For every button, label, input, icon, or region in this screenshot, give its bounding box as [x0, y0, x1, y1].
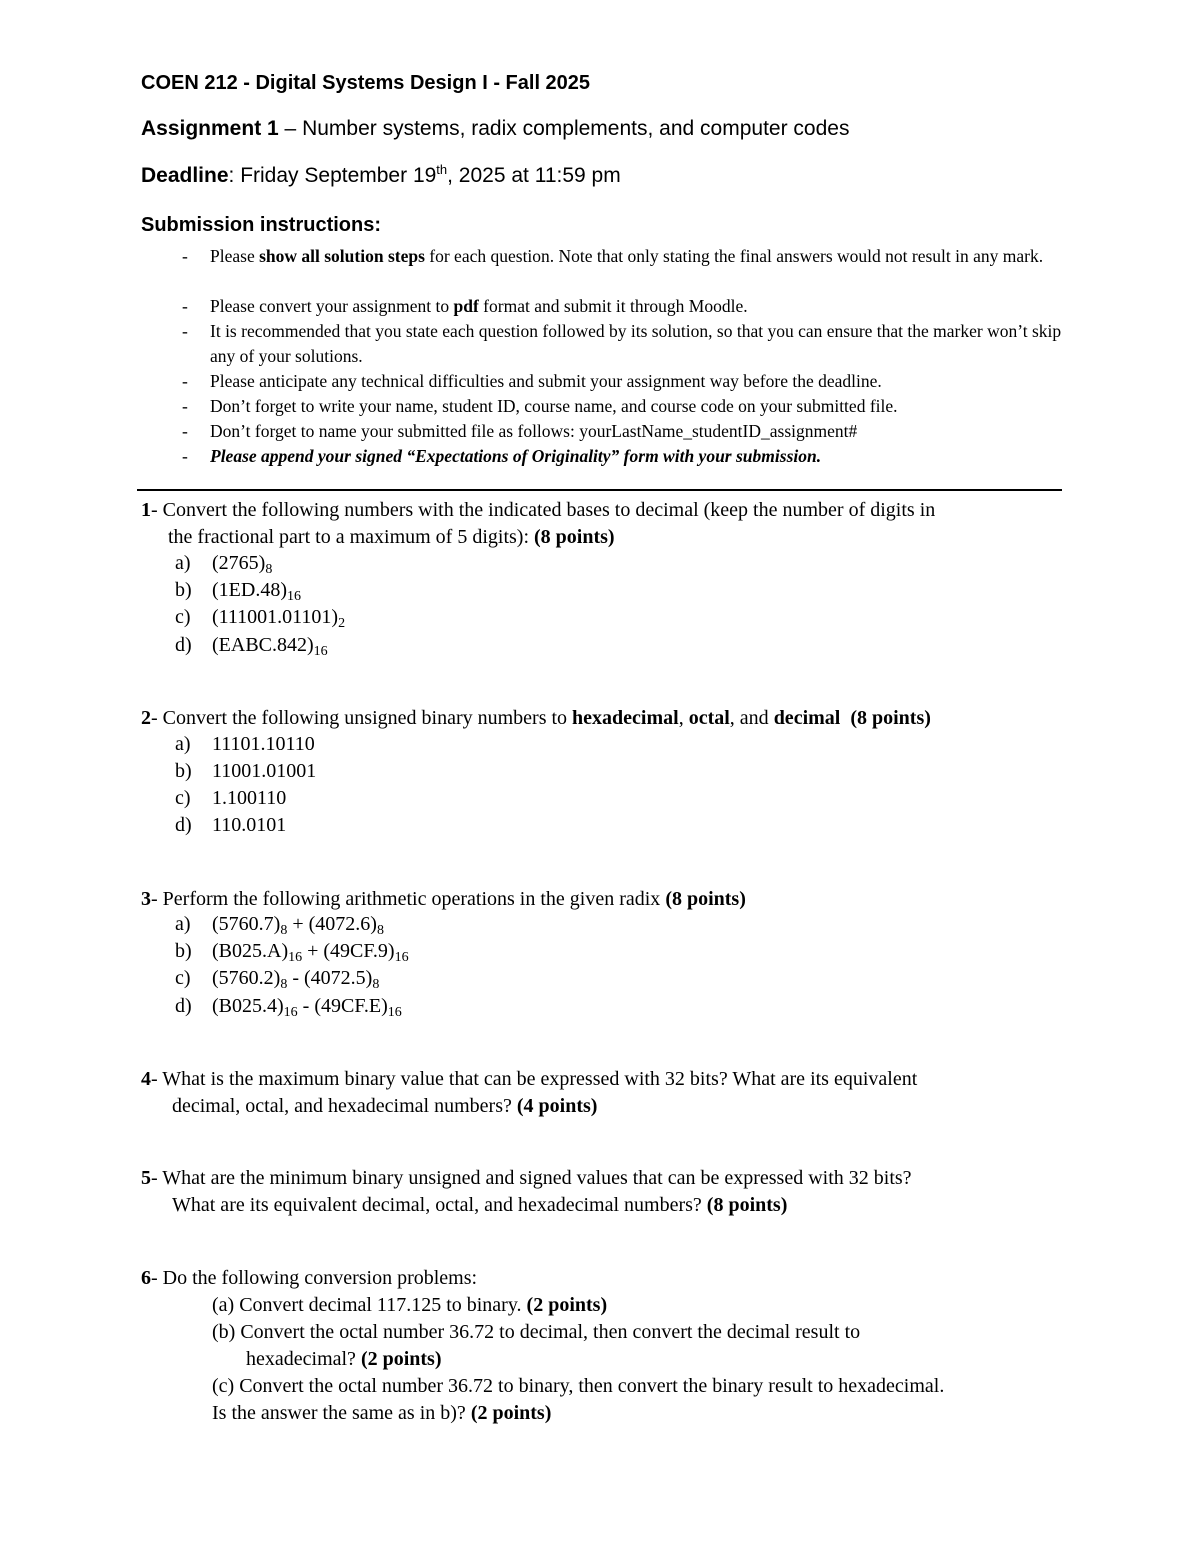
option-letter: a)	[175, 913, 191, 935]
question-6b-line2	[246, 1346, 442, 1373]
base-subscript: 2	[338, 616, 346, 631]
assignment-label: Assignment 1	[141, 117, 279, 140]
number: (5760.2)	[212, 967, 281, 989]
option-value	[212, 579, 301, 602]
question-6a	[212, 1292, 607, 1319]
bullet-dash: -	[182, 396, 188, 416]
option-value	[212, 634, 328, 657]
number: (5760.7)	[212, 913, 281, 935]
question-text: (c) Convert the octal number 36.72 to binary, then convert the binary result to hexadecimal.	[212, 1375, 945, 1397]
question-4	[141, 1066, 917, 1093]
question-6c	[212, 1373, 944, 1400]
option-letter: d)	[175, 814, 192, 836]
number: (4072.5)	[304, 967, 373, 989]
number: (B025.4)	[212, 995, 284, 1017]
option-value	[212, 913, 384, 936]
question-text: - Perform the following arithmetic operations in the given radix	[151, 888, 666, 910]
operator: -	[287, 967, 304, 989]
option-letter: b)	[175, 940, 192, 962]
bullet-dash: -	[182, 321, 188, 341]
number: (EABC.842)	[212, 634, 314, 656]
question-text: Is the answer the same as in b)?	[212, 1402, 471, 1424]
question-text: - Do the following conversion problems:	[151, 1267, 478, 1289]
question-text: hexadecimal?	[246, 1348, 361, 1370]
option-value: 11001.01001	[212, 760, 317, 782]
instruction-text: Don’t forget to name your submitted file as follows: yourLastName_studentID_assignment#	[210, 421, 858, 441]
option-letter: b)	[175, 579, 192, 601]
option-letter: b)	[175, 760, 192, 782]
question-number: 1	[141, 499, 151, 521]
question-points: (8 points)	[706, 1194, 788, 1216]
option-letter: c)	[175, 787, 191, 809]
bullet-dash: -	[182, 421, 188, 441]
option-value: 1.100110	[212, 787, 287, 809]
question-4-line2	[172, 1093, 597, 1120]
assignment-line	[141, 117, 849, 141]
question-number: 3	[141, 888, 151, 910]
question-6c-line2	[212, 1400, 551, 1427]
question-points: (2 points)	[360, 1348, 442, 1370]
deadline-text: : Friday September 19	[228, 164, 437, 187]
instruction-text: Please anticipate any technical difficulties and submit your assignment way before the deadline.	[210, 371, 882, 391]
number: (2765)	[212, 552, 266, 574]
question-text: - Convert the following unsigned binary numbers to	[151, 707, 573, 729]
assignment-topic: Number systems, radix complements, and computer codes	[302, 117, 850, 140]
question-1	[141, 497, 935, 524]
bullet-dash: -	[182, 371, 188, 391]
option-value	[212, 995, 402, 1018]
operator: +	[287, 913, 309, 935]
question-points: (2 points)	[526, 1294, 608, 1316]
option-value	[212, 552, 272, 575]
document-title: COEN 212 - Digital Systems Design I - Fall 2025	[141, 72, 591, 94]
base-subscript: 16	[283, 1005, 298, 1020]
question-5-line2	[172, 1192, 787, 1219]
question-points: (8 points)	[850, 707, 931, 729]
base-subscript: 8	[372, 977, 380, 992]
option-letter: a)	[175, 733, 191, 755]
option-value: 110.0101	[212, 814, 287, 836]
keyword: hexadecimal	[572, 707, 679, 729]
base-subscript: 8	[376, 923, 384, 938]
question-text: , and	[729, 707, 774, 729]
option-letter: a)	[175, 552, 191, 574]
number: (B025.A)	[212, 940, 289, 962]
question-points: (4 points)	[516, 1095, 598, 1117]
bullet-dash: -	[182, 296, 188, 316]
deadline-line	[141, 162, 621, 188]
base-subscript: 8	[265, 562, 273, 577]
question-text: - What are the minimum binary unsigned and signed values that can be expressed with 32 bits?	[151, 1167, 912, 1189]
question-1-line2	[168, 524, 615, 551]
question-text: decimal, octal, and hexadecimal numbers?	[172, 1095, 517, 1117]
base-subscript: 16	[286, 589, 301, 604]
option-letter: c)	[175, 606, 191, 628]
instruction-text: Please append your signed “Expectations of Originality” form with your submission.	[210, 446, 822, 466]
question-number: 2	[141, 707, 151, 729]
base-subscript: 8	[280, 923, 288, 938]
question-points: (8 points)	[665, 888, 746, 910]
base-subscript: 8	[280, 977, 288, 992]
instruction-text: for each question. Note that only stating the final answers would not result in any mark.	[424, 246, 1044, 266]
question-6	[141, 1265, 477, 1292]
question-number: 6	[141, 1267, 151, 1289]
submission-heading: Submission instructions:	[141, 214, 382, 236]
option-value	[212, 967, 379, 990]
instruction-emphasis: show all solution steps	[259, 246, 425, 266]
question-6b	[212, 1319, 860, 1346]
deadline-label: Deadline	[141, 164, 229, 187]
question-text: the fractional part to a maximum of 5 digits):	[168, 526, 535, 548]
instruction-emphasis: pdf	[453, 296, 479, 316]
instruction-text: Please	[210, 246, 260, 266]
number: (111001.01101)	[212, 606, 339, 628]
number: (4072.6)	[308, 913, 377, 935]
number: (49CF.9)	[323, 940, 395, 962]
keyword: decimal	[773, 707, 841, 729]
option-value	[212, 940, 409, 963]
question-text: - What is the maximum binary value that can be expressed with 32 bits? What are its equivalent	[151, 1068, 918, 1090]
number: (1ED.48)	[212, 579, 287, 601]
question-2	[141, 705, 931, 732]
punctuation: ,	[678, 707, 689, 729]
question-text: What are its equivalent decimal, octal, and hexadecimal numbers?	[172, 1194, 707, 1216]
base-subscript: 16	[313, 644, 328, 659]
question-points: (2 points)	[470, 1402, 552, 1424]
operator: +	[302, 940, 324, 962]
question-text: (b) Convert the octal number 36.72 to decimal, then convert the decimal result to	[212, 1321, 861, 1343]
instruction-text: Please convert your assignment to	[210, 296, 454, 316]
horizontal-rule	[137, 489, 1062, 491]
question-number: 4	[141, 1068, 151, 1090]
operator: -	[297, 995, 315, 1017]
keyword: octal	[688, 707, 730, 729]
instruction-text: Don’t forget to write your name, student ID, course name, and course code on your submitted file.	[210, 396, 898, 416]
instruction-text: format and submit it through Moodle.	[478, 296, 748, 316]
option-value	[212, 606, 345, 629]
question-number: 5	[141, 1167, 151, 1189]
question-5	[141, 1165, 912, 1192]
base-subscript: 16	[394, 950, 409, 965]
deadline-superscript: th	[436, 162, 448, 177]
assignment-separator: –	[278, 117, 303, 140]
question-points: (8 points)	[534, 526, 615, 548]
option-value: 11101.10110	[212, 733, 315, 755]
instruction-text: It is recommended that you state each question followed by its solution, so that you can ensure that the marker won’t skip any of your solutions.	[210, 321, 1062, 366]
question-3	[141, 886, 746, 913]
option-letter: d)	[175, 995, 192, 1017]
base-subscript: 16	[387, 1005, 402, 1020]
deadline-time: , 2025 at 11:59 pm	[447, 164, 621, 187]
bullet-dash: -	[182, 246, 188, 266]
option-letter: c)	[175, 967, 191, 989]
number: (49CF.E)	[314, 995, 388, 1017]
question-text: - Convert the following numbers with the indicated bases to decimal (keep the number of digits in	[151, 499, 936, 521]
bullet-dash: -	[182, 446, 188, 466]
question-text: (a) Convert decimal 117.125 to binary.	[212, 1294, 527, 1316]
base-subscript: 16	[288, 950, 303, 965]
option-letter: d)	[175, 634, 192, 656]
